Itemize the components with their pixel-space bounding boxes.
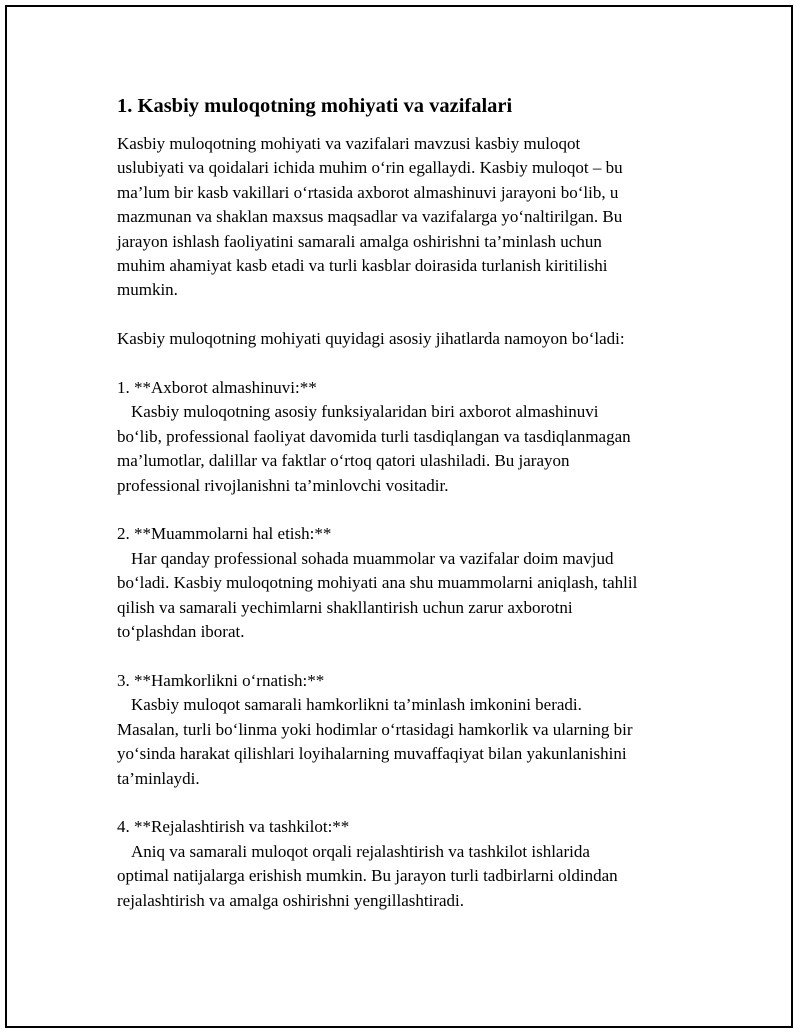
intro-line: ma’lum bir kasb vakillari o‘rtasida axborot almashinuvi jarayoni bo‘lib, u [117,182,619,202]
intro-line: mumkin. [117,280,178,300]
list-item [117,669,687,791]
lead-paragraph [117,327,687,351]
list-item-title: 4. **Rejalashtirish va tashkilot:** [117,817,350,837]
list-item-line: bo‘ladi. Kasbiy muloqotning mohiyati ana shu muammolarni aniqlash, tahlil [117,573,638,593]
list-item-title: 3. **Hamkorlikni o‘rnatish:** [117,670,325,690]
list-item-line: ta’minlaydi. [117,768,200,788]
list-item-line: to‘plashdan iborat. [117,622,245,642]
list-item-line: Har qanday professional sohada muammolar va vazifalar doim mavjud [131,548,614,568]
intro-paragraph [117,132,687,303]
intro-line: muhim ahamiyat kasb etadi va turli kasblar doirasida turlanish kiritilishi [117,256,608,276]
list-item-line: bo‘lib, professional faoliyat davomida turli tasdiqlangan va tasdiqlanmagan [117,426,631,446]
list-item-line: Aniq va samarali muloqot orqali rejalashtirish va tashkilot ishlarida [131,841,590,861]
document-body [117,92,687,913]
lead-line: Kasbiy muloqotning mohiyati quyidagi asosiy jihatlarda namoyon bo‘ladi: [117,329,625,349]
list-item-line: qilish va samarali yechimlarni shakllantirish uchun zarur axborotni [117,597,573,617]
list-item-line: optimal natijalarga erishish mumkin. Bu jarayon turli tadbirlarni oldindan [117,866,618,886]
list-item-line: Kasbiy muloqotning asosiy funksiyalaridan biri axborot almashinuvi [131,402,599,422]
list-item-line: Masalan, turli bo‘linma yoki hodimlar o‘rtasidagi hamkorlik va ularning bir [117,719,633,739]
list-item-line: professional rivojlanishni ta’minlovchi vositadir. [117,475,449,495]
list-item-title: 1. **Axborot almashinuvi:** [117,378,317,398]
intro-line: Kasbiy muloqotning mohiyati va vazifalari mavzusi kasbiy muloqot [117,134,581,153]
intro-line: jarayon ishlash faoliyatini samarali amalga oshirishni ta’minlash uchun [117,231,602,251]
list-item-line: Kasbiy muloqot samarali hamkorlikni ta’minlash imkonini beradi. [131,695,582,715]
list-item [117,376,687,498]
intro-line: uslubiyati va qoidalari ichida muhim o‘rin egallaydi. Kasbiy muloqot – bu [117,158,623,178]
list-item-line: rejalashtirish va amalga oshirishni yengillashtiradi. [117,890,464,910]
list-item-line: ma’lumotlar, dalillar va faktlar o‘rtoq qatori ulashiladi. Bu jarayon [117,451,570,471]
list-item-title: 2. **Muammolarni hal etish:** [117,524,332,544]
section-heading: 1. Kasbiy muloqotning mohiyati va vazifalari [117,95,513,117]
list-item [117,522,687,644]
intro-line: mazmunan va shaklan maxsus maqsadlar va vazifalarga yo‘naltirilgan. Bu [117,207,623,227]
list-item-line: yo‘sinda harakat qilishlari loyihalarning muvaffaqiyat bilan yakunlanishini [117,744,627,764]
list-item [117,815,687,913]
